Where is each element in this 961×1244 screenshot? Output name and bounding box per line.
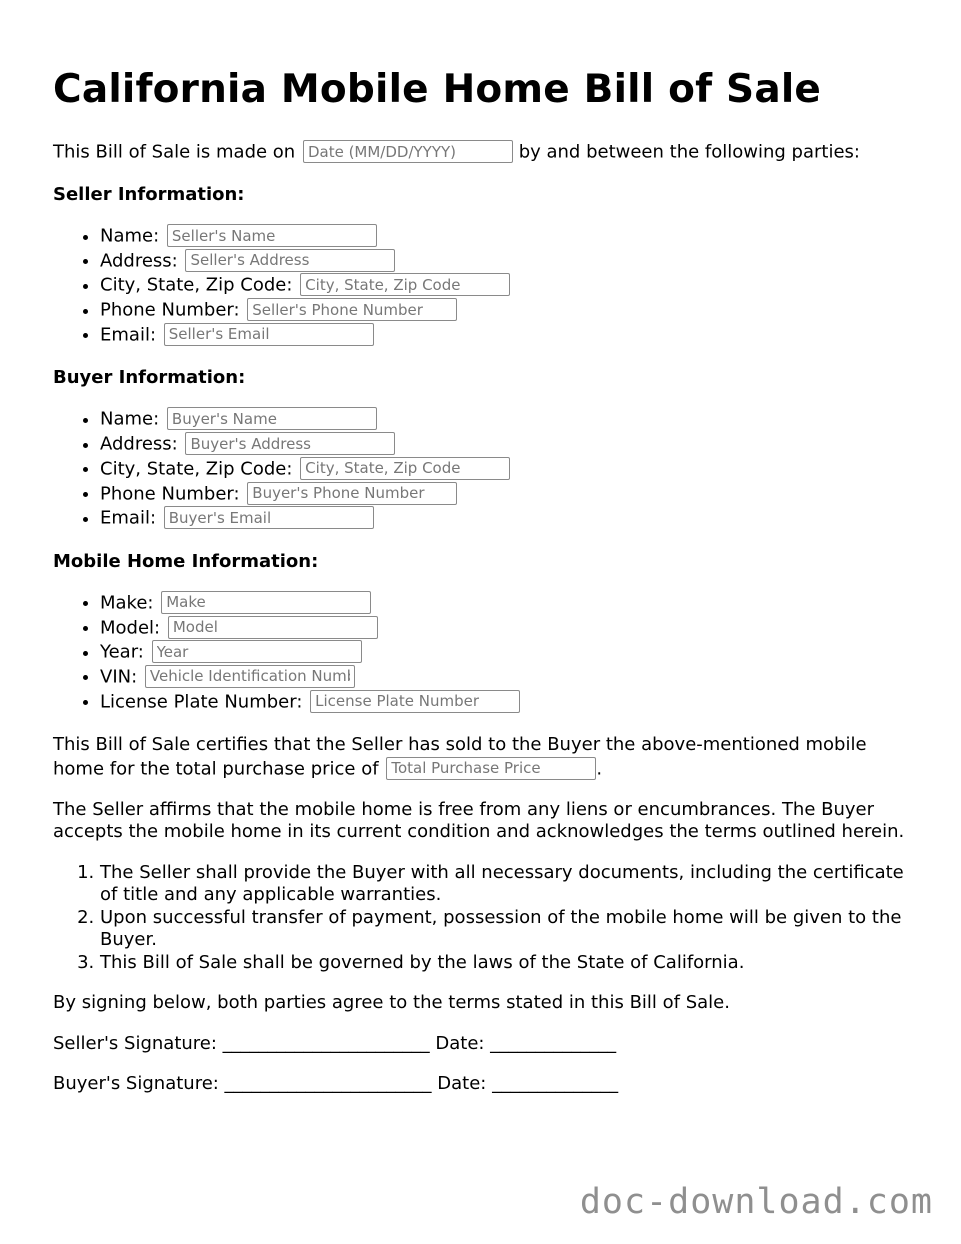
home-vin-row [100, 665, 913, 690]
home-fields [53, 591, 913, 714]
buyer-address-row [100, 432, 913, 457]
seller-address-label: Address: [100, 250, 178, 272]
buyer-phone-row [100, 482, 913, 507]
home-model-row [100, 616, 913, 641]
home-plate-label: License Plate Number: [100, 691, 303, 713]
document [53, 0, 913, 1096]
seller-address-row [100, 249, 913, 274]
home-year-row [100, 640, 913, 665]
home-plate-row [100, 690, 913, 715]
sale-date-input[interactable] [303, 140, 513, 163]
term-item: 2. Upon successful transfer of payment, possession of the mobile home will be given to the Buyer. [100, 907, 913, 952]
seller-city-input[interactable] [300, 273, 510, 296]
term-item: 1. The Seller shall provide the Buyer with all necessary documents, including the certificate of title and any applicable warranties. [100, 862, 913, 907]
seller-phone-row [100, 298, 913, 323]
buyer-address-input[interactable] [185, 432, 395, 455]
buyer-city-row [100, 457, 913, 482]
home-make-row [100, 591, 913, 616]
buyer-city-label: City, State, Zip Code: [100, 458, 293, 480]
buyer-email-row [100, 506, 913, 531]
price-paragraph [53, 734, 913, 781]
buyer-signature-line: Buyer's Signature: _______________________ Date: ______________ [53, 1073, 619, 1095]
home-model-input[interactable] [168, 616, 378, 639]
purchase-price-input[interactable] [386, 757, 596, 780]
affirmation-paragraph: The Seller affirms that the mobile home is free from any liens or encumbrances. The Buyer accepts the mobile home in its current condition and acknowledges the terms outlined herein. [53, 798, 905, 843]
seller-name-input[interactable] [167, 224, 377, 247]
seller-address-input[interactable] [185, 249, 395, 272]
buyer-name-label: Name: [100, 408, 160, 430]
home-model-label: Model: [100, 617, 161, 639]
price-text-before: This Bill of Sale certifies that the Seller has sold to the Buyer the above-mentioned mobile home for the total purchase price of [53, 734, 867, 780]
watermark: doc-download.com [579, 1182, 933, 1222]
seller-city-row [100, 273, 913, 298]
home-heading: Mobile Home Information: [53, 550, 319, 572]
home-plate-input[interactable] [310, 690, 520, 713]
intro-paragraph [53, 140, 913, 164]
home-make-label: Make: [100, 592, 154, 614]
buyer-city-input[interactable] [300, 457, 510, 480]
buyer-email-input[interactable] [164, 506, 374, 529]
intro-text-before: This Bill of Sale is made on [53, 141, 296, 163]
seller-heading: Seller Information: [53, 184, 245, 205]
seller-phone-label: Phone Number: [100, 299, 240, 321]
seller-signature-line: Seller's Signature: _______________________ Date: ______________ [53, 1032, 617, 1054]
buyer-phone-label: Phone Number: [100, 483, 240, 504]
term-item: 3. This Bill of Sale shall be governed by the laws of the State of California. [100, 952, 913, 975]
seller-email-row [100, 323, 913, 348]
home-year-label: Year: [100, 641, 144, 663]
buyer-name-input[interactable] [167, 407, 377, 430]
page-title: California Mobile Home Bill of Sale [53, 67, 822, 112]
seller-city-label: City, State, Zip Code: [100, 274, 293, 296]
buyer-heading: Buyer Information: [53, 367, 246, 389]
agreement-paragraph: By signing below, both parties agree to the terms stated in this Bill of Sale. [53, 992, 730, 1014]
home-make-input[interactable] [161, 591, 371, 614]
buyer-address-label: Address: [100, 433, 178, 455]
buyer-email-label: Email: [100, 507, 157, 529]
home-year-input[interactable] [152, 640, 362, 663]
intro-text-after: by and between the following parties: [518, 141, 860, 163]
seller-email-label: Email: [100, 324, 157, 346]
seller-email-input[interactable] [164, 323, 374, 346]
seller-fields [53, 224, 913, 347]
buyer-phone-input[interactable] [247, 482, 457, 505]
home-vin-label: VIN: [100, 666, 138, 688]
price-text-after: . [596, 758, 603, 780]
home-vin-input[interactable] [145, 665, 355, 688]
buyer-name-row [100, 407, 913, 432]
terms-list [53, 862, 913, 975]
buyer-fields [53, 407, 913, 530]
seller-phone-input[interactable] [247, 298, 457, 321]
seller-name-row [100, 224, 913, 249]
seller-name-label: Name: [100, 225, 160, 247]
